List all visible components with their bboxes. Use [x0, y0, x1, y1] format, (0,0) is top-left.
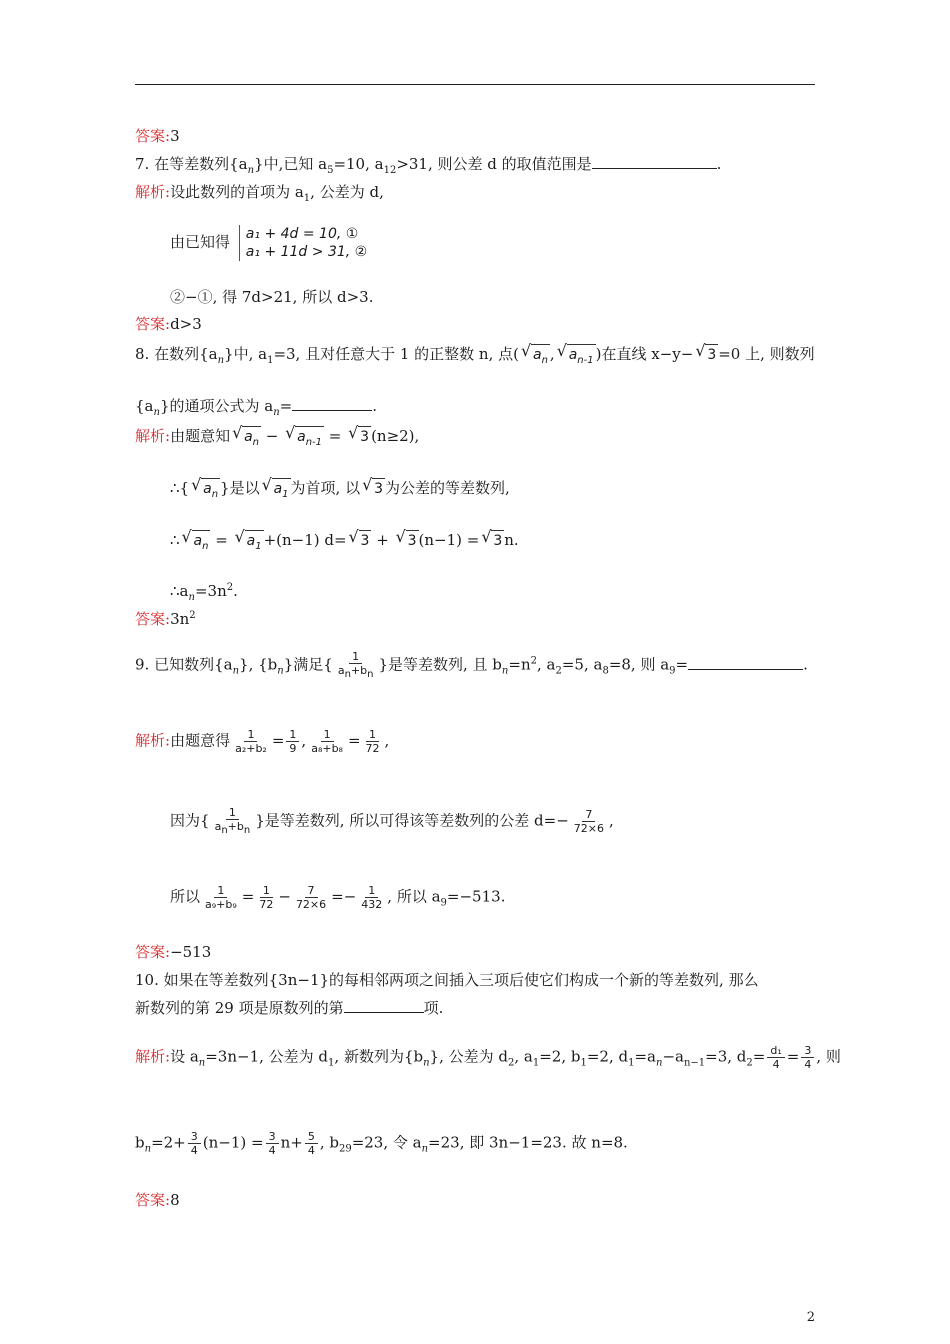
- q7-answer-line: [135, 314, 202, 334]
- q9-stem4: 是等差数列, 且 b: [388, 655, 502, 674]
- frac-1-an-bn: $\frac{1}{a_n+b_n}$: [337, 650, 374, 681]
- q7-stem-b: }中,已知 a: [254, 155, 328, 173]
- q10-s1h: =a: [634, 1047, 656, 1066]
- frac-1-432: $\frac{1}{432}$: [361, 884, 383, 911]
- sqrt-an: √ $a_n$: [192, 530, 211, 557]
- q8-stem8: =: [279, 397, 293, 415]
- q7-eq2: a₁ + 11d > 31, ②: [245, 244, 368, 260]
- q10-s1f: =2, b: [539, 1047, 581, 1066]
- frac-1-72: $\frac{1}{72}$: [259, 884, 274, 911]
- frac-a2b2: $\frac{1}{\text{a₂+b₂}}$: [235, 728, 267, 755]
- frac-1-9: $\frac{1}{9}$: [286, 728, 299, 755]
- q8-stem3: =3, 且对任意大于 1 的正整数 n, 点(: [273, 345, 519, 363]
- q7-sol2: [170, 225, 367, 261]
- q9-sol1: 解析:由题意得 $\frac{1}{\text{a₂+b₂}}$ = $\frac{1}{9}$ , $\frac{1}{\text{a₈+b₈}}$ = $\frac{1}{72}$ ,: [135, 728, 390, 755]
- q8-sol3: ∴√ $a_n$ = √ $a_1 +(n-1)$ d=√ 3 + √ 3 (n−1) =√ 3 n.: [170, 530, 519, 557]
- q9-sol3c: =−513.: [446, 887, 506, 906]
- q8-sol4: $\therefore a_n=3n^2$.: [170, 582, 238, 603]
- q10-s2e: , b: [319, 1133, 339, 1152]
- sqrt-3: √ 3: [705, 344, 718, 365]
- q10-stem2-text: 新数列的第 29 项是原数列的第: [135, 999, 344, 1017]
- q7-sol1b: , 公差为 d,: [310, 183, 384, 201]
- answer-label: 答案:: [135, 943, 171, 961]
- sqrt-a1: √ $a_1$: [272, 478, 291, 505]
- q8-stem6: {a: [135, 397, 154, 415]
- frac-a8b8: $\frac{1}{\text{a₈+b₈}}$: [311, 728, 343, 755]
- q7-stem: 7. 在等差数列$\{a_n\}$中,已知 $a_5=10$, $a_{12}>31$, 则公差 d 的取值范围是 .: [135, 155, 722, 176]
- answer-label: 答案:: [135, 610, 171, 628]
- q8-sol2: [170, 478, 510, 505]
- sqrt-a1: √ $a_1$: [245, 530, 264, 557]
- q8-stem2: }中, a: [224, 345, 268, 363]
- q8-sol1-text: 由题意知: [170, 427, 231, 445]
- sqrt-3: √ 3: [359, 530, 372, 551]
- q8-stem1: 8. 在数列{a: [135, 345, 218, 363]
- q8-blank: [292, 396, 372, 411]
- q10-s1g: =2, d: [586, 1047, 629, 1066]
- frac-3-4: $\frac{3}{4}$: [266, 1130, 279, 1157]
- frac-1-an-bn: $\frac{1}{a_n+b_n}$: [214, 806, 251, 837]
- sqrt-an1: √ $a_{n-1}$: [295, 426, 324, 453]
- sqrt-an: √ $a_n$: [531, 344, 550, 371]
- q9-answer-line: [135, 942, 211, 962]
- q9-stem: 9. 已知数列$\{a_n\}$, $\{b_n\}$满足{ $\frac{1}{a_n+b_n}$ }是等差数列, 且 $b_n=n^2$, $a_2=5$, $a_8=8$, 则 $a_9=$ .: [135, 650, 808, 681]
- q9-sol1-text: 由题意得: [170, 731, 231, 750]
- q9-sol2b: 是等差数列, 所以可得该等差数列的公差 d=−: [264, 811, 569, 830]
- q10-blank: [344, 998, 424, 1013]
- q10-s1b: =3n−1, 公差为 d: [205, 1047, 329, 1066]
- q8-stem-line2: $\{a_n\}$的通项公式为 $a_n=$ .: [135, 397, 378, 418]
- q8-sol2d: 为公差的等差数列,: [385, 479, 510, 497]
- frac-3-4: $\frac{3}{4}$: [801, 1044, 814, 1071]
- sqrt-an1: √ $a_{n-1}$: [567, 344, 596, 371]
- frac-7-72x6: $\frac{7}{72\times 6}$: [295, 884, 327, 911]
- q6-answer-line: [135, 126, 180, 146]
- page-number: 2: [806, 1310, 815, 1325]
- q6-answer: 3: [170, 127, 180, 145]
- q8-sol2c: 为首项, 以: [290, 479, 361, 497]
- q7-stem-d: >31, 则公差 d 的取值范围是: [396, 155, 592, 173]
- frac-1-72: $\frac{1}{72}$: [365, 728, 380, 755]
- frac-d1-4: $\frac{\text{d₁}}{4}$: [767, 1044, 784, 1071]
- q9-sol2a: 因为: [170, 811, 201, 830]
- q9-stem7: =5, a: [561, 655, 603, 674]
- q8-sol3a: ∴: [170, 531, 180, 549]
- q10-s2a: b: [135, 1133, 145, 1152]
- frac-7-72x6: $\frac{7}{72\times 6}$: [573, 808, 605, 836]
- q7-system: [239, 225, 367, 261]
- q10-s2f: =23, 令 a: [351, 1133, 422, 1152]
- q8-answer: 3n: [170, 610, 190, 628]
- q8-sol3c: (n−1) =: [418, 531, 480, 549]
- q9-stem9: =: [675, 655, 689, 674]
- frac-a9b9: $\frac{1}{\text{a₉+b₉}}$: [205, 884, 237, 911]
- q8-sol4b: =3n: [194, 582, 227, 600]
- q8-sol4a: ∴a: [170, 582, 189, 600]
- q7-answer: d>3: [170, 315, 202, 333]
- analysis-label: 解析:: [135, 427, 171, 445]
- q9-answer: −513: [170, 943, 212, 961]
- q10-s2b: =2+: [151, 1133, 186, 1152]
- q7-end: .: [716, 155, 722, 173]
- q9-sol3: 所以 $\frac{1}{\text{a₉+b₉}}$ = $\frac{1}{72}$ − $\frac{7}{72\times 6}$ =− $\frac{1}{432}$ , 所以 $a_9=-513$.: [170, 884, 506, 911]
- q7-sol1-text: 设此数列的首项为 a: [170, 183, 304, 201]
- q10-s1i: −a: [662, 1047, 684, 1066]
- q7-sol2-text: 由已知得: [170, 233, 231, 251]
- q10-s1d: }, 公差为 d: [429, 1047, 508, 1066]
- q8-sol3b: +(n−1) d=: [263, 531, 347, 549]
- q9-stem6: , a: [536, 655, 556, 674]
- q8-stem7: }的通项公式为 a: [159, 397, 274, 415]
- q7-stem-c: =10, a: [333, 155, 384, 173]
- q9-sol3a: 所以: [170, 887, 201, 906]
- q10-s1c: , 新数列为{b: [334, 1047, 424, 1066]
- q7-stem-a: 7. 在等差数列{a: [135, 155, 248, 173]
- q9-stem2: }, {b: [239, 655, 278, 674]
- q9-stem1: 9. 已知数列{a: [135, 655, 233, 674]
- sqrt-3: √ 3: [491, 530, 504, 551]
- q7-eq1: a₁ + 4d = 10, ①: [245, 226, 359, 242]
- answer-label: 答案:: [135, 1191, 171, 1209]
- q10-answer-line: [135, 1190, 180, 1210]
- q8-sol2a: ∴{: [170, 479, 190, 497]
- q7-blank: [592, 154, 717, 169]
- sqrt-an: √ $a_n$: [242, 426, 261, 453]
- header-rule: [135, 84, 815, 85]
- q10-s2d: n+: [280, 1133, 303, 1152]
- q10-stem3: 项.: [423, 999, 444, 1017]
- q9-stem3: }满足: [283, 655, 324, 674]
- q9-blank: [688, 655, 803, 670]
- q10-sol1: 解析:设 $a_n=3n-1$, 公差为 $d_1$, 新数列为$\{b_n\}$, 公差为 $d_2$, $a_1=2$, $b_1=2$, $d_1=a_n-a_{n-1}=3$, $d_2=$ $\frac{\text{d₁}}{4}$ = $\frac{3}{4}$ , 则: [135, 1044, 841, 1071]
- analysis-label: 解析:: [135, 1047, 171, 1066]
- analysis-label: 解析:: [135, 731, 171, 750]
- sqrt-3: √ 3: [372, 478, 385, 499]
- q8-stem4: )在直线 x−y−: [595, 345, 694, 363]
- q8-sol3d: n.: [504, 531, 519, 549]
- sqrt-an: √ $a_n$: [201, 478, 220, 505]
- q10-s2g: =23, 即 3n−1=23. 故 n=8.: [428, 1133, 628, 1152]
- q10-stem2: [135, 998, 443, 1018]
- q8-sol1b: (n≥2),: [371, 427, 420, 445]
- q10-s1a: 设 a: [170, 1047, 199, 1066]
- answer-label: 答案:: [135, 127, 171, 145]
- q10-s1k: =: [752, 1047, 766, 1066]
- frac-3-4: $\frac{3}{4}$: [188, 1130, 201, 1157]
- q10-sol2: $b_n=2+$ $\frac{3}{4}$ (n−1) = $\frac{3}{4}$ n+ $\frac{5}{4}$ , $b_{29}=23$, 令 $a_n=23$, 即 3n−1=23. 故 n=8.: [135, 1130, 628, 1157]
- q10-s1j: =3, d: [705, 1047, 747, 1066]
- q8-sol1: 解析:由题意知√ $a_n$ − √ $a_{n-1}$ = √ 3 (n≥2),: [135, 426, 419, 453]
- q9-sol2: 因为{ $\frac{1}{a_n+b_n}$ }是等差数列, 所以可得该等差数列的公差 d=− $\frac{7}{72\times 6}$ ,: [170, 806, 614, 837]
- sqrt-3: √ 3: [358, 426, 371, 447]
- q9-stem5: =n: [508, 655, 531, 674]
- q10-answer: 8: [170, 1191, 180, 1209]
- frac-5-4: $\frac{5}{4}$: [305, 1130, 318, 1157]
- q10-s2c: (n−1) =: [202, 1133, 264, 1152]
- analysis-label: 解析:: [135, 183, 171, 201]
- q8-stem-line1: 8. 在数列$\{a_n\}$中, $a_1=3$, 且对任意大于 1 的正整数 n, 点(√ $a_n$ ,√ $a_{n-1}$ )在直线 x−y−√ 3 =0 上, 则数列: [135, 344, 815, 371]
- answer-label: 答案:: [135, 315, 171, 333]
- q10-s1l: , 则: [816, 1047, 841, 1066]
- q7-sol3: ②−①, 得 7d>21, 所以 d>3.: [170, 288, 374, 306]
- q8-answer-line: 答案$:3n^2$: [135, 610, 196, 628]
- q8-sol2b: }是以: [220, 479, 260, 497]
- sqrt-3: √ 3: [406, 530, 419, 551]
- q7-sol1: 解析:设此数列的首项为 $a_1$, 公差为 d,: [135, 183, 384, 204]
- q9-stem8: =8, 则 a: [608, 655, 670, 674]
- q10-stem1: 10. 如果在等差数列{3n−1}的每相邻两项之间插入三项后使它们构成一个新的等差数列, 那么: [135, 971, 759, 989]
- q9-sol3b: , 所以 a: [387, 887, 441, 906]
- q8-stem5: =0 上, 则数列: [718, 345, 815, 363]
- q10-s1e: , a: [514, 1047, 533, 1066]
